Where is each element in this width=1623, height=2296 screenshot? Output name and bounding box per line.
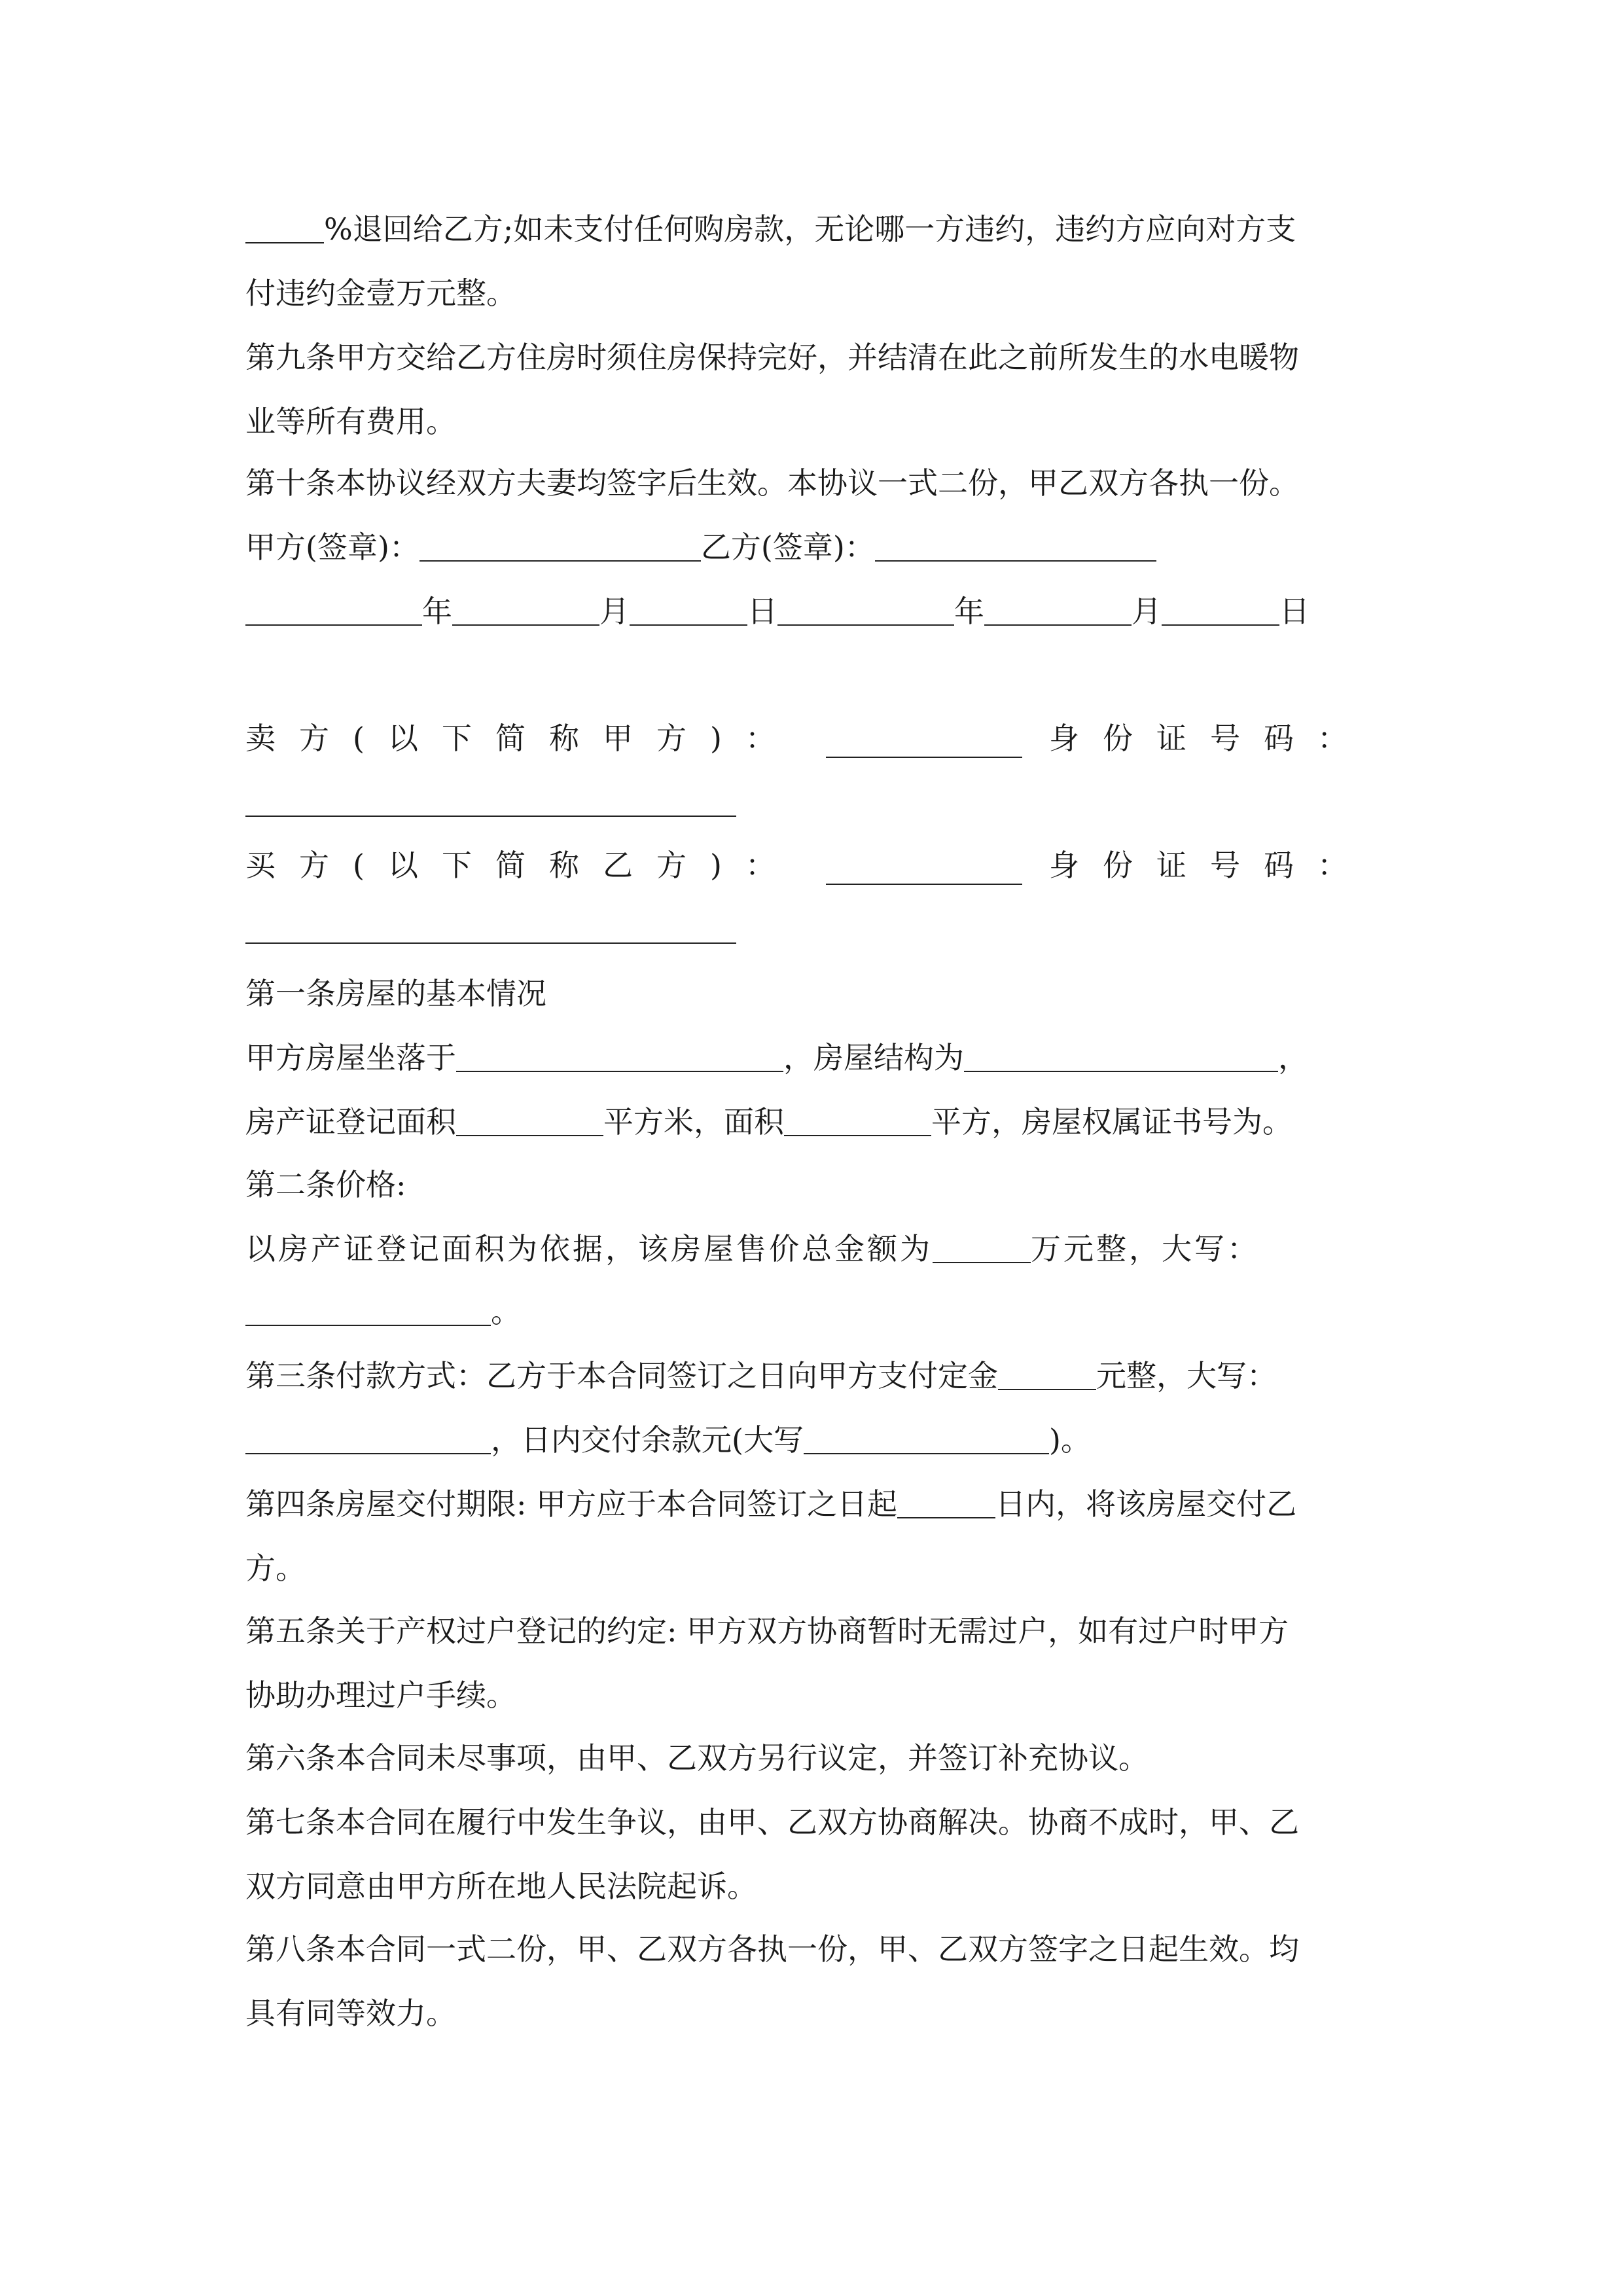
article-6-line: 第六条本合同未尽事项，由甲、乙双方另行议定，并签订补充协议。 bbox=[245, 1740, 1149, 1776]
article-8-line: 具有同等效力。 bbox=[245, 1996, 456, 2031]
deposit-field[interactable] bbox=[998, 1363, 1096, 1390]
buyer-label: 买方(以下简称乙方)： bbox=[245, 848, 799, 883]
article-5-line: 协助办理过户手续。 bbox=[245, 1677, 516, 1713]
article-4-line: 第四条房屋交付期限: 甲方应于本合同签订之日起 日内，将该房屋交付乙 bbox=[245, 1486, 1297, 1522]
seller-id-label: 身份证号码： bbox=[1049, 721, 1371, 756]
article-2-title: 第二条价格: bbox=[245, 1167, 406, 1202]
article-4-line: 方。 bbox=[245, 1551, 306, 1586]
buyer-id-label: 身份证号码： bbox=[1049, 848, 1371, 883]
seller-id-row bbox=[245, 783, 736, 822]
year-field[interactable] bbox=[777, 598, 954, 626]
delivery-days-field[interactable] bbox=[897, 1491, 995, 1518]
deposit-words-field[interactable] bbox=[245, 1427, 491, 1454]
article-9-line: 业等所有费用。 bbox=[245, 404, 456, 439]
article-9-line: 第九条甲方交给乙方住房时须住房保持完好，并结清在此之前所发生的水电暖物 bbox=[245, 340, 1299, 375]
blank-field[interactable] bbox=[245, 216, 324, 243]
buyer-id-row bbox=[245, 910, 736, 949]
article-3-line: 第三条付款方式：乙方于本合同签订之日向甲方支付定金 元整，大写： bbox=[245, 1358, 1277, 1393]
year-field[interactable] bbox=[245, 598, 422, 626]
buyer-row bbox=[245, 846, 1371, 885]
structure-field[interactable] bbox=[964, 1045, 1278, 1072]
seller-row bbox=[245, 719, 1371, 758]
article-2-line: 。 bbox=[245, 1292, 521, 1331]
seller-name-field[interactable] bbox=[826, 730, 1022, 758]
day-field[interactable] bbox=[1162, 598, 1279, 626]
article-3-line: ，日内交付余款元(大写 )。 bbox=[245, 1420, 1091, 1460]
seller-id-field[interactable] bbox=[245, 789, 736, 817]
party-b-signature-field[interactable] bbox=[875, 534, 1156, 562]
article-7-line: 双方同意由甲方所在地人民法院起诉。 bbox=[245, 1869, 757, 1904]
article-5-line: 第五条关于产权过户登记的约定: 甲方双方协商暂时无需过户，如有过户时甲方 bbox=[245, 1613, 1289, 1649]
article-2-line: 以房产证登记面积为依据，该房屋售价总金额为 万元整，大写： bbox=[245, 1231, 1260, 1266]
area-field[interactable] bbox=[784, 1109, 931, 1136]
signature-row bbox=[245, 528, 1156, 567]
article-1-line: 甲方房屋坐落于 ，房屋结构为 ， bbox=[245, 1040, 1308, 1075]
day-field[interactable] bbox=[630, 598, 747, 626]
paragraph-line: %退回给乙方;如未支付任何购房款，无论哪一方违约，违约方应向对方支 bbox=[245, 209, 1296, 249]
paragraph-line: 付违约金壹万元整。 bbox=[245, 276, 516, 311]
article-1-line: 房产证登记面积 平方米，面积 平方，房屋权属证书号为。 bbox=[245, 1104, 1293, 1139]
total-price-field[interactable] bbox=[933, 1236, 1031, 1263]
buyer-name-field[interactable] bbox=[826, 857, 1022, 885]
total-price-words-field[interactable] bbox=[245, 1299, 491, 1326]
seller-label: 卖方(以下简称甲方)： bbox=[245, 721, 799, 756]
month-field[interactable] bbox=[452, 598, 599, 626]
buyer-id-field[interactable] bbox=[245, 916, 736, 944]
article-7-line: 第七条本合同在履行中发生争议，由甲、乙双方协商解决。协商不成时，甲、乙 bbox=[245, 1804, 1299, 1840]
article-10-line: 第十条本协议经双方夫妻均签字后生效。本协议一式二份，甲乙双方各执一份。 bbox=[245, 465, 1299, 501]
article-1-title: 第一条房屋的基本情况 bbox=[245, 976, 546, 1011]
location-field[interactable] bbox=[456, 1045, 783, 1072]
article-8-line: 第八条本合同一式二份，甲、乙双方各执一份，甲、乙双方签字之日起生效。均 bbox=[245, 1931, 1299, 1967]
date-row: 年 月 日 年 月 日 bbox=[245, 592, 1310, 631]
party-a-signature-field[interactable] bbox=[419, 534, 701, 562]
party-a-signature-label: 甲方(签章)： bbox=[245, 529, 419, 565]
balance-words-field[interactable] bbox=[804, 1427, 1049, 1454]
party-b-signature-label: 乙方(签章)： bbox=[700, 529, 875, 565]
registered-area-field[interactable] bbox=[456, 1109, 603, 1136]
month-field[interactable] bbox=[984, 598, 1132, 626]
